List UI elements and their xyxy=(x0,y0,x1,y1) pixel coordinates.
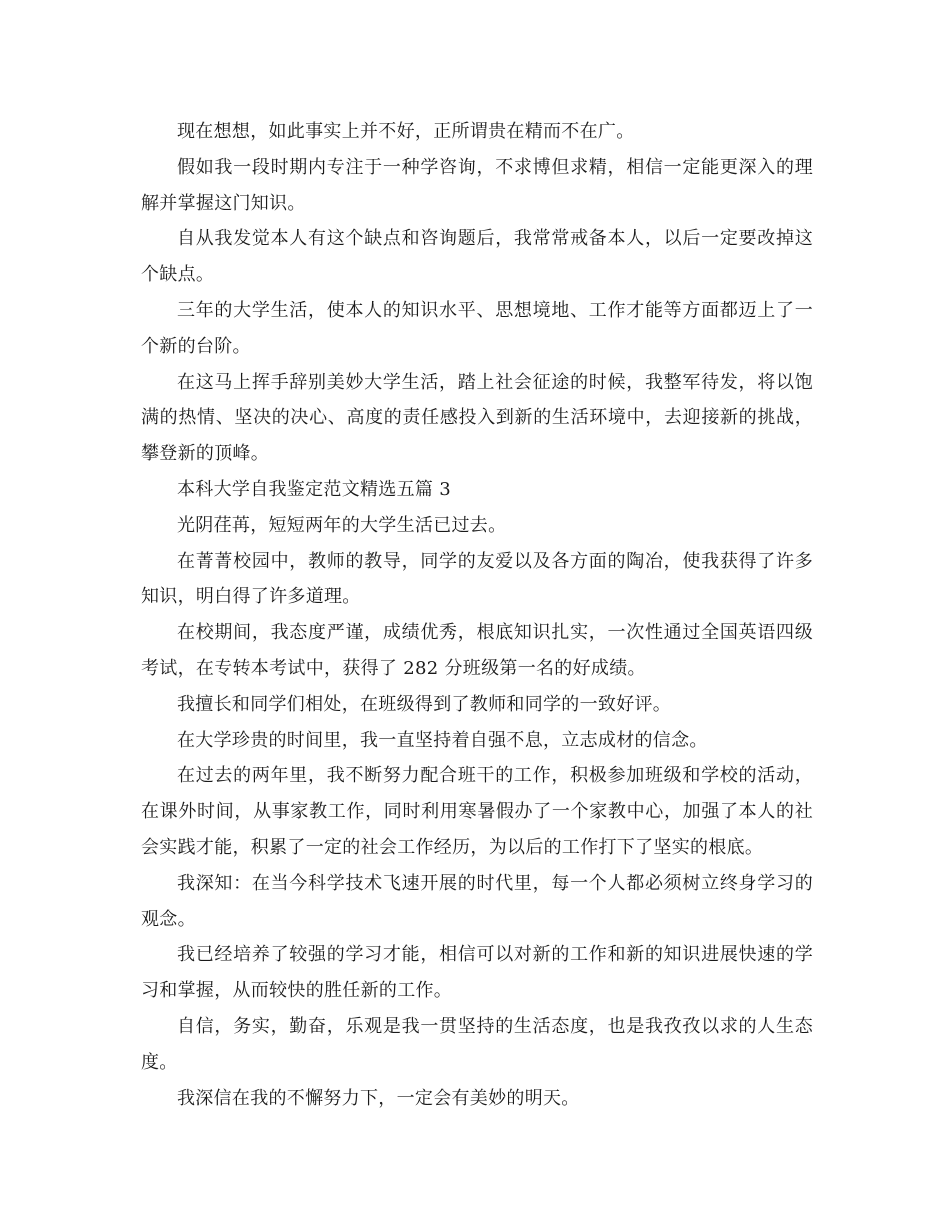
paragraph: 现在想想，如此事实上并不好，正所谓贵在精而不在广。 xyxy=(177,121,635,142)
paragraph: 我擅长和同学们相处，在班级得到了教师和同学的一致好评。 xyxy=(177,693,672,715)
paragraph: 在大学珍贵的时间里，我一直坚持着自强不息，立志成材的信念。 xyxy=(177,729,708,751)
paragraph: 在这马上挥手辞别美妙大学生活，踏上社会征途的时候，我整军待发，将以饱满的热情、坚决的决心、高度的责任感投入到新的生活环境中，去迎接新的挑战，攀登新的顶峰。 xyxy=(141,371,813,465)
document-body xyxy=(141,114,813,1116)
paragraph: 自从我发觉本人有这个缺点和咨询题后，我常常戒备本人，以后一定要改掉这个缺点。 xyxy=(141,228,813,286)
paragraph: 在菁菁校园中，教师的教导，同学的友爱以及各方面的陶冶，使我获得了许多知识，明白得了许多道理。 xyxy=(141,550,813,608)
paragraph: 我已经培养了较强的学习才能，相信可以对新的工作和新的知识进展快速的学习和掌握，从而较快的胜任新的工作。 xyxy=(141,944,813,1002)
paragraph: 假如我一段时期内专注于一种学咨询，不求博但求精，相信一定能更深入的理解并掌握这门知识。 xyxy=(141,156,813,214)
paragraph: 在过去的两年里，我不断努力配合班干的工作，积极参加班级和学校的活动，在课外时间，从事家教工作，同时利用寒暑假办了一个家教中心，加强了本人的社会实践才能，积累了一定的社会工作经历，为以后的工作打下了坚实的根底。 xyxy=(141,765,813,858)
paragraph: 我深信在我的不懈努力下，一定会有美妙的明天。 xyxy=(177,1087,580,1109)
paragraph: 光阴荏苒，短短两年的大学生活已过去。 xyxy=(177,514,507,536)
section-heading: 本科大学自我鉴定范文精选五篇 3 xyxy=(177,478,451,500)
paragraph: 三年的大学生活，使本人的知识水平、思想境地、工作才能等方面都迈上了一个新的台阶。 xyxy=(141,299,813,357)
paragraph: 自信，务实，勤奋，乐观是我一贯坚持的生活态度，也是我孜孜以求的人生态度。 xyxy=(141,1015,813,1073)
paragraph: 我深知：在当今科学技术飞速开展的时代里，每一个人都必须树立终身学习的观念。 xyxy=(141,872,813,930)
paragraph: 在校期间，我态度严谨，成绩优秀，根底知识扎实，一次性通过全国英语四级考试，在专转本考试中，获得了 282 分班级第一名的好成绩。 xyxy=(141,622,813,679)
